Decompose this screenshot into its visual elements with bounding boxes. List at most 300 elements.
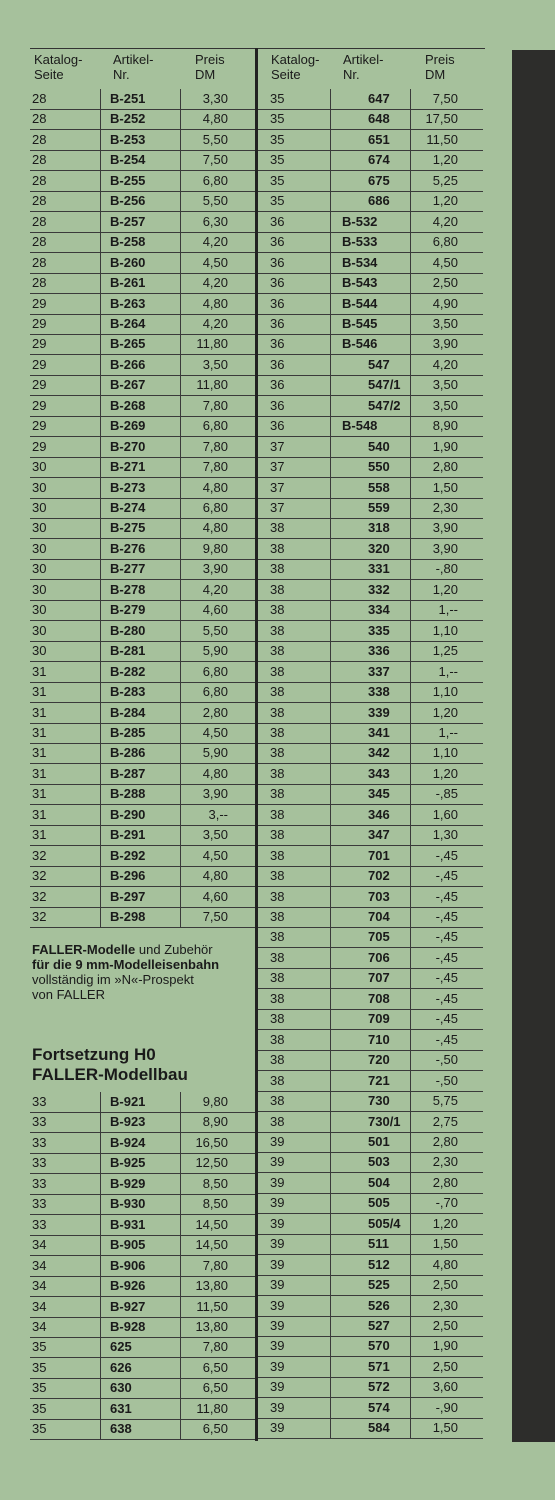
artikel-nr-cell: B-266	[110, 356, 146, 372]
column-rule	[410, 1336, 411, 1356]
katalog-seite-cell: 38	[270, 765, 285, 781]
column-rule	[100, 1235, 101, 1255]
table-row	[30, 294, 255, 315]
table-row	[30, 150, 255, 171]
table-row	[258, 130, 483, 151]
table-row	[258, 682, 483, 703]
katalog-seite-cell: 39	[270, 1215, 285, 1231]
column-rule	[330, 1112, 331, 1132]
table-row	[258, 1214, 483, 1235]
column-rule	[330, 784, 331, 804]
preis-cell: 4,90	[432, 295, 458, 311]
column-rule	[100, 498, 101, 518]
table-row	[30, 437, 255, 458]
column-rule	[330, 743, 331, 763]
column-rule	[330, 989, 331, 1009]
preis-cell: 4,80	[202, 479, 228, 495]
katalog-seite-cell: 32	[32, 888, 47, 904]
column-rule	[180, 89, 181, 109]
table-row	[258, 621, 483, 642]
column-rule	[410, 1009, 411, 1029]
table-row	[30, 1256, 255, 1277]
table-row	[30, 273, 255, 294]
column-rule	[410, 764, 411, 784]
right-header-katalog: Katalog- Seite	[271, 52, 320, 82]
column-rule	[410, 968, 411, 988]
artikel-nr-cell: B-543	[342, 275, 378, 291]
katalog-seite-cell: 35	[32, 1421, 47, 1437]
column-rule	[100, 1297, 101, 1317]
column-rule	[410, 641, 411, 661]
artikel-nr-cell: 338	[368, 684, 390, 700]
column-rule	[100, 253, 101, 273]
katalog-seite-cell: 38	[270, 581, 285, 597]
column-rule	[410, 273, 411, 293]
preis-cell: 1,25	[432, 643, 458, 659]
column-rule	[100, 703, 101, 723]
column-rule	[100, 232, 101, 252]
preis-cell: 1,10	[432, 622, 458, 638]
artikel-nr-cell: 320	[368, 540, 390, 556]
column-rule	[410, 825, 411, 845]
preis-cell: 4,50	[202, 847, 228, 863]
artikel-nr-cell: 526	[368, 1297, 390, 1313]
artikel-nr-cell: B-267	[110, 377, 146, 393]
table-row	[258, 784, 483, 805]
table-row	[30, 764, 255, 785]
artikel-nr-cell: 547/2	[368, 397, 401, 413]
table-row	[258, 1275, 483, 1296]
artikel-nr-cell: B-906	[110, 1257, 146, 1273]
artikel-nr-cell: 709	[368, 1011, 390, 1027]
column-rule	[180, 294, 181, 314]
preis-cell: 7,80	[202, 397, 228, 413]
table-row	[258, 743, 483, 764]
column-rule	[410, 784, 411, 804]
preis-cell: 13,80	[195, 1318, 228, 1334]
column-rule	[180, 1399, 181, 1419]
table-row	[258, 314, 483, 335]
artikel-nr-cell: B-905	[110, 1237, 146, 1253]
artikel-nr-cell: 336	[368, 643, 390, 659]
artikel-nr-cell: B-275	[110, 520, 146, 536]
column-rule	[410, 518, 411, 538]
artikel-nr-cell: B-278	[110, 581, 146, 597]
column-rule	[410, 866, 411, 886]
katalog-seite-cell: 28	[32, 234, 47, 250]
katalog-seite-cell: 29	[32, 315, 47, 331]
column-rule	[180, 621, 181, 641]
artikel-nr-cell: 335	[368, 622, 390, 638]
column-rule	[180, 1235, 181, 1255]
artikel-nr-cell: 572	[368, 1379, 390, 1395]
table-row	[30, 253, 255, 274]
preis-cell: 1,90	[432, 1338, 458, 1354]
table-row	[30, 1235, 255, 1256]
preis-cell: 4,80	[202, 295, 228, 311]
katalog-seite-cell: 38	[270, 561, 285, 577]
table-row	[30, 825, 255, 846]
column-rule	[180, 150, 181, 170]
preis-cell: 11,80	[196, 377, 228, 393]
table-row	[30, 1399, 255, 1420]
left-header-artikel: Artikel- Nr.	[113, 52, 154, 82]
column-rule	[410, 1316, 411, 1336]
column-rule	[330, 927, 331, 947]
column-rule	[410, 1418, 411, 1438]
preis-cell: -,50	[435, 1072, 458, 1088]
table-row	[258, 641, 483, 662]
table-row	[258, 866, 483, 887]
preis-cell: 3,90	[432, 520, 458, 536]
preis-cell: -,80	[435, 561, 458, 577]
katalog-seite-cell: 29	[32, 438, 47, 454]
column-rule	[410, 334, 411, 354]
artikel-nr-cell: B-290	[110, 806, 146, 822]
column-rule	[330, 907, 331, 927]
preis-cell: 11,80	[196, 336, 228, 352]
column-rule	[410, 1214, 411, 1234]
column-rule	[410, 191, 411, 211]
artikel-nr-cell: 638	[110, 1421, 132, 1437]
preis-cell: 2,30	[432, 1297, 458, 1313]
table-row	[258, 907, 483, 928]
preis-cell: 7,50	[432, 91, 458, 106]
preis-cell: 4,20	[202, 275, 228, 291]
artikel-nr-cell: B-283	[110, 684, 146, 700]
table-row	[258, 355, 483, 376]
table-row	[258, 1030, 483, 1051]
katalog-seite-cell: 38	[270, 602, 285, 618]
artikel-nr-cell: B-291	[110, 827, 146, 843]
table-row	[258, 948, 483, 969]
table-row	[258, 109, 483, 130]
table-row	[258, 1132, 483, 1153]
katalog-seite-cell: 28	[32, 213, 47, 229]
column-rule	[410, 1050, 411, 1070]
preis-cell: 6,80	[202, 663, 228, 679]
preis-cell: 3,50	[432, 377, 458, 393]
table-row	[258, 171, 483, 192]
column-rule	[410, 580, 411, 600]
artikel-nr-cell: 706	[368, 949, 390, 965]
artikel-nr-cell: 626	[110, 1359, 132, 1375]
artikel-nr-cell: 346	[368, 806, 390, 822]
katalog-seite-cell: 38	[270, 745, 285, 761]
artikel-nr-cell: B-545	[342, 315, 378, 331]
artikel-nr-cell: 345	[368, 786, 390, 802]
column-rule	[410, 171, 411, 191]
katalog-seite-cell: 30	[32, 540, 47, 556]
table-row	[258, 1112, 483, 1133]
table-row	[258, 805, 483, 826]
column-rule	[180, 743, 181, 763]
katalog-seite-cell: 36	[270, 336, 285, 352]
column-rule	[180, 1276, 181, 1296]
table-row	[258, 273, 483, 294]
column-rule	[180, 253, 181, 273]
artikel-nr-cell: B-927	[110, 1298, 146, 1314]
katalog-seite-cell: 29	[32, 377, 47, 393]
table-row	[258, 1071, 483, 1092]
column-rule	[330, 498, 331, 518]
column-rule	[410, 1030, 411, 1050]
column-rule	[100, 457, 101, 477]
n-scale-note: FALLER-Modelle und Zubehör für die 9 mm-Modelleisenbahn vollständig im »N«-Prospekt von FALLER	[32, 942, 220, 1002]
katalog-seite-cell: 39	[270, 1379, 285, 1395]
artikel-nr-cell: 339	[368, 704, 390, 720]
preis-cell: 12,50	[195, 1155, 228, 1171]
preis-cell: 3,30	[202, 91, 228, 106]
table-row	[258, 887, 483, 908]
artikel-nr-cell: 547/1	[368, 377, 401, 393]
column-rule	[100, 396, 101, 416]
column-rule	[180, 314, 181, 334]
column-rule	[100, 600, 101, 620]
column-rule	[180, 1174, 181, 1194]
katalog-seite-cell: 28	[32, 131, 47, 147]
preis-cell: 1,20	[432, 704, 458, 720]
preis-cell: 13,80	[195, 1278, 228, 1294]
column-rule	[410, 1377, 411, 1397]
preis-cell: 4,80	[202, 111, 228, 127]
preis-cell: 5,25	[432, 172, 458, 188]
column-rule	[330, 1234, 331, 1254]
column-rule	[180, 805, 181, 825]
column-rule	[330, 600, 331, 620]
artikel-nr-cell: B-260	[110, 254, 146, 270]
artikel-nr-cell: B-265	[110, 336, 146, 352]
column-rule	[330, 948, 331, 968]
column-rule	[100, 907, 101, 927]
preis-cell: 14,50	[195, 1237, 228, 1253]
katalog-seite-cell: 31	[32, 724, 47, 740]
katalog-seite-cell: 38	[270, 663, 285, 679]
column-rule	[330, 968, 331, 988]
artikel-nr-cell: B-297	[110, 888, 146, 904]
table-row	[30, 559, 255, 580]
katalog-seite-cell: 38	[270, 520, 285, 536]
table-row	[30, 1194, 255, 1215]
table-row	[30, 1358, 255, 1379]
artikel-nr-cell: B-276	[110, 540, 146, 556]
table-row	[30, 191, 255, 212]
table-row	[30, 682, 255, 703]
artikel-nr-cell: 704	[368, 909, 390, 924]
artikel-nr-cell: B-286	[110, 745, 146, 761]
preis-cell: 2,80	[202, 704, 228, 720]
table-row	[30, 1153, 255, 1174]
katalog-seite-cell: 36	[270, 234, 285, 250]
column-rule	[180, 784, 181, 804]
katalog-seite-cell: 38	[270, 806, 285, 822]
table-row	[258, 150, 483, 171]
table-row	[258, 253, 483, 274]
preis-cell: -,45	[435, 970, 458, 986]
table-row	[258, 89, 483, 110]
artikel-nr-cell: B-273	[110, 479, 146, 495]
column-rule	[410, 1357, 411, 1377]
artikel-nr-cell: B-284	[110, 704, 146, 720]
column-rule	[330, 1214, 331, 1234]
column-rule	[410, 1296, 411, 1316]
katalog-seite-cell: 38	[270, 1011, 285, 1027]
artikel-nr-cell: 570	[368, 1338, 390, 1354]
column-rule	[410, 1152, 411, 1172]
katalog-seite-cell: 28	[32, 275, 47, 291]
katalog-seite-cell: 34	[32, 1237, 47, 1253]
artikel-nr-cell: 707	[368, 970, 390, 986]
artikel-nr-cell: B-251	[110, 91, 146, 106]
table-row	[258, 1234, 483, 1255]
artikel-nr-cell: B-254	[110, 152, 146, 168]
column-rule	[330, 232, 331, 252]
column-rule	[410, 375, 411, 395]
katalog-seite-cell: 34	[32, 1318, 47, 1334]
preis-cell: 4,80	[432, 1256, 458, 1272]
preis-cell: 6,80	[202, 684, 228, 700]
preis-cell: 8,50	[202, 1175, 228, 1191]
katalog-seite-cell: 33	[32, 1175, 47, 1191]
column-rule	[410, 703, 411, 723]
preis-cell: 3,50	[202, 356, 228, 372]
artikel-nr-cell: 721	[368, 1072, 390, 1088]
column-rule	[330, 1316, 331, 1336]
column-rule	[180, 1133, 181, 1153]
table-row	[258, 1398, 483, 1419]
preis-cell: -,85	[435, 786, 458, 802]
katalog-seite-cell: 35	[270, 193, 285, 209]
table-row	[30, 723, 255, 744]
katalog-seite-cell: 33	[32, 1155, 47, 1171]
katalog-seite-cell: 39	[270, 1195, 285, 1211]
katalog-seite-cell: 32	[32, 847, 47, 863]
column-rule	[410, 1132, 411, 1152]
preis-cell: 7,80	[202, 438, 228, 454]
column-rule	[100, 1378, 101, 1398]
artikel-nr-cell: 703	[368, 888, 390, 904]
katalog-seite-cell: 39	[270, 1318, 285, 1333]
column-rule	[180, 866, 181, 886]
artikel-nr-cell: 503	[368, 1154, 390, 1170]
table-row	[30, 478, 255, 499]
column-rule	[180, 457, 181, 477]
table-row	[258, 294, 483, 315]
katalog-seite-cell: 38	[270, 1052, 285, 1068]
preis-cell: 5,90	[202, 745, 228, 761]
katalog-seite-cell: 38	[270, 949, 285, 965]
column-rule	[410, 89, 411, 109]
table-row	[258, 927, 483, 948]
katalog-seite-cell: 28	[32, 91, 47, 106]
preis-cell: 4,50	[202, 724, 228, 740]
katalog-seite-cell: 29	[32, 356, 47, 372]
column-rule	[100, 375, 101, 395]
katalog-seite-cell: 39	[270, 1277, 285, 1293]
column-rule	[100, 621, 101, 641]
table-row	[30, 1276, 255, 1297]
preis-cell: 11,50	[426, 131, 458, 147]
katalog-seite-cell: 38	[270, 868, 285, 884]
preis-cell: 2,30	[432, 1154, 458, 1170]
preis-cell: 4,20	[432, 356, 458, 372]
preis-cell: 5,90	[202, 643, 228, 659]
column-rule	[410, 253, 411, 273]
katalog-seite-cell: 38	[270, 909, 285, 924]
preis-cell: 6,80	[202, 500, 228, 515]
preis-cell: 4,20	[202, 581, 228, 597]
column-rule	[330, 662, 331, 682]
column-rule	[330, 109, 331, 129]
artikel-nr-cell: B-548	[342, 418, 378, 434]
artikel-nr-cell: 527	[368, 1318, 390, 1333]
column-rule	[100, 109, 101, 129]
katalog-seite-cell: 36	[270, 315, 285, 331]
preis-cell: 6,80	[202, 172, 228, 188]
column-rule	[180, 171, 181, 191]
column-rule	[330, 1357, 331, 1377]
column-rule	[180, 130, 181, 150]
katalog-seite-cell: 38	[270, 622, 285, 638]
preis-cell: 1,10	[432, 745, 458, 761]
table-row	[30, 109, 255, 130]
table-row	[258, 559, 483, 580]
artikel-nr-cell: 512	[368, 1256, 390, 1272]
preis-cell: 1,--	[438, 724, 458, 740]
preis-cell: 1,20	[432, 152, 458, 168]
column-rule	[330, 1296, 331, 1316]
column-rule	[100, 294, 101, 314]
katalog-seite-cell: 35	[32, 1400, 47, 1416]
table-row	[30, 232, 255, 253]
table-row	[30, 805, 255, 826]
left-header-katalog: Katalog- Seite	[34, 52, 83, 82]
artikel-nr-cell: 651	[368, 131, 390, 147]
artikel-nr-cell: 701	[368, 847, 390, 863]
column-rule	[410, 948, 411, 968]
katalog-seite-cell: 35	[270, 91, 285, 106]
column-rule	[100, 1194, 101, 1214]
column-rule	[180, 1112, 181, 1132]
preis-cell: 7,80	[202, 459, 228, 475]
preis-cell: 1,30	[432, 827, 458, 843]
artikel-nr-cell: 686	[368, 193, 390, 209]
katalog-seite-cell: 30	[32, 561, 47, 577]
column-rule	[180, 334, 181, 354]
table-row	[258, 1255, 483, 1276]
column-rule	[100, 1419, 101, 1439]
artikel-nr-cell: B-271	[110, 459, 146, 475]
preis-cell: -,45	[435, 868, 458, 884]
artikel-nr-cell: 337	[368, 663, 390, 679]
artikel-nr-cell: 574	[368, 1399, 390, 1415]
table-row	[258, 1173, 483, 1194]
column-rule	[410, 478, 411, 498]
artikel-nr-cell: 630	[110, 1380, 132, 1396]
table-row	[30, 1337, 255, 1358]
artikel-nr-cell: B-279	[110, 602, 146, 618]
table-row	[258, 703, 483, 724]
column-rule	[100, 518, 101, 538]
table-row	[30, 1215, 255, 1236]
katalog-seite-cell: 30	[32, 622, 47, 638]
preis-cell: 6,50	[202, 1359, 228, 1375]
preis-cell: 1,20	[432, 1215, 458, 1231]
column-rule	[100, 171, 101, 191]
dark-side-band	[512, 50, 555, 1442]
katalog-seite-cell: 32	[32, 909, 47, 924]
katalog-seite-cell: 38	[270, 847, 285, 863]
